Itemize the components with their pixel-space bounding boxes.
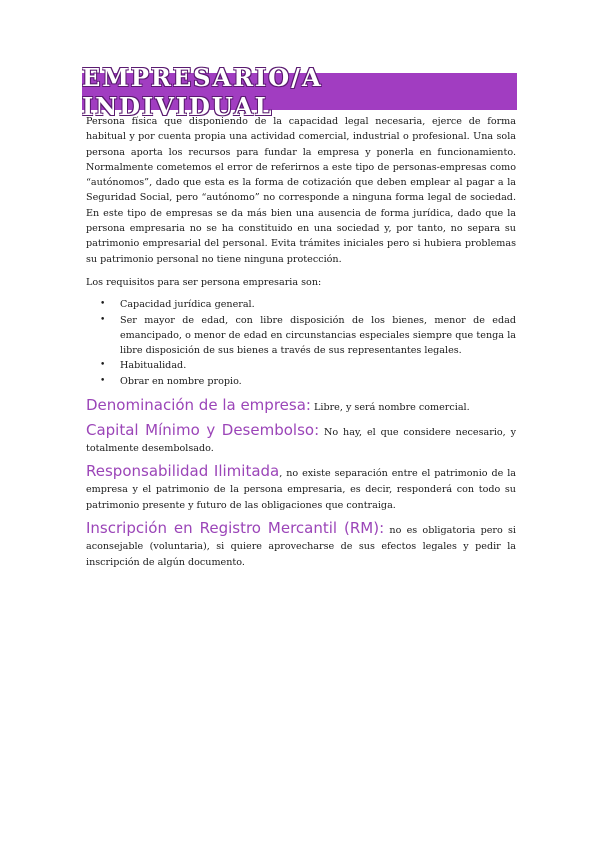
section-text: no es obligatoria pero si aconsejable (voluntaria), si quiere aprovecharse de sus efectos legales y pedir la inscripción de algún documento. [86, 525, 516, 569]
section-text: , no existe separación entre el patrimonio de la empresa y el patrimonio de la persona empresaria, es decir, responderá con todo su patrimonio presente y futuro de las obligaciones que contraiga. [86, 468, 516, 512]
section-text: No hay, el que considere necesario, y totalmente desembolsado. [86, 427, 516, 455]
document-body [86, 114, 516, 571]
requirements-list [86, 297, 516, 389]
list-item: • Habitualidad. [120, 358, 516, 373]
bullet-icon: • [100, 299, 106, 310]
bullet-icon: • [100, 360, 106, 371]
section-heading: Denominación de la empresa: [86, 396, 311, 415]
section-capital [86, 422, 516, 457]
section-responsabilidad [86, 463, 516, 514]
section-denominacion [86, 397, 516, 416]
list-item: • Ser mayor de edad, con libre disposición de los bienes, menor de edad emancipado, o menor de edad en circunstancias especiales siempre que tenga la libre disposición de sus bienes a través de sus representantes legales. [100, 314, 516, 357]
section-text: Libre, y será nombre comercial. [310, 402, 470, 414]
requirements-intro: Los requisitos para ser persona empresaria son: [86, 276, 322, 288]
section-heading: Inscripción en Registro Mercantil (RM): [86, 519, 385, 538]
title-banner [82, 62, 517, 121]
list-item: • Obrar en nombre propio. [120, 374, 516, 389]
bullet-icon: • [100, 375, 106, 386]
section-inscripcion [86, 520, 516, 571]
bullet-icon: • [100, 314, 106, 325]
section-heading: Capital Mínimo y Desembolso: [86, 421, 320, 440]
list-item: • Capacidad jurídica general. [120, 297, 516, 312]
intro-paragraph: Persona física que disponiendo de la capacidad legal necesaria, ejerce de forma habitual y por cuenta propia una actividad comercial, industrial o profesional. Una sola persona aporta los recursos para fundar la empresa y ponerla en funcionamiento. Normalmente cometemos el error de referirnos a este tipo de personas-empresas como “autónomos”, dado que esta es la forma de cotización que deben emplear al pagar a la Seguridad Social, pero “autónomo” no corresponde a ninguna forma legal de sociedad. En este tipo de empresas se da más bien una ausencia de forma jurídica, dado que la persona empresaria no se ha constituido en una sociedad y, por tanto, no separa su patrimonio empresarial del personal. Evita trámites iniciales pero si hubiera problemas su patrimonio personal no tiene ninguna protección. [86, 116, 516, 265]
section-heading: Responsabilidad Ilimitada [86, 462, 280, 481]
page-title: EMPRESARIO/A INDIVIDUAL [82, 62, 323, 121]
